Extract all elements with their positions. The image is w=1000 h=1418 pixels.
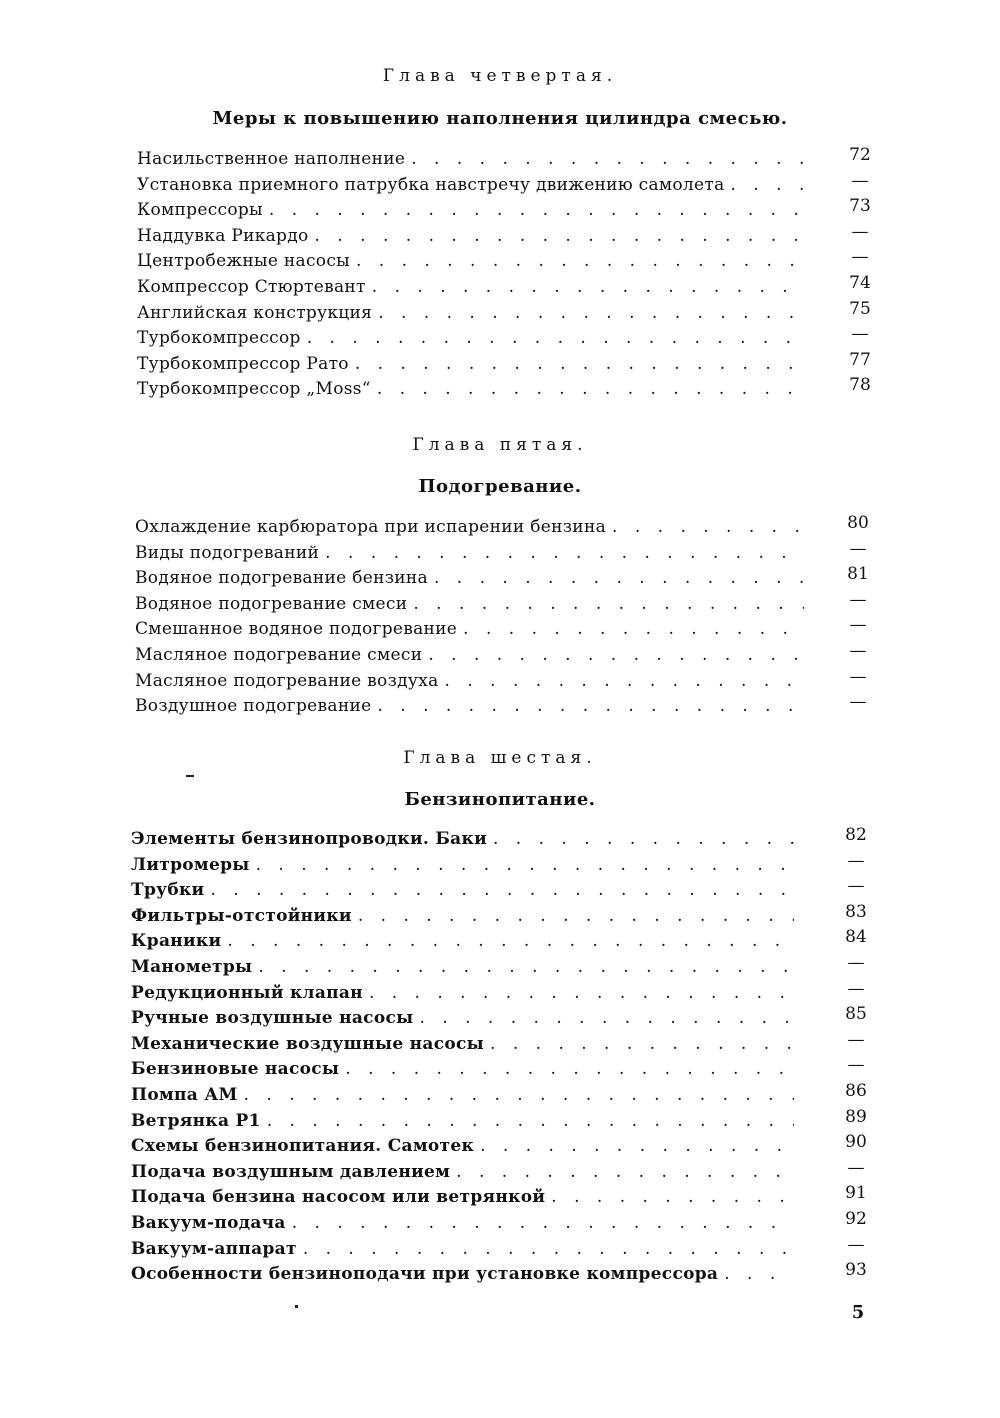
toc-entry-page: 91	[845, 1183, 867, 1204]
toc-entry-page: 90	[845, 1132, 867, 1153]
toc-row	[137, 328, 810, 354]
toc-entry-page: 81	[847, 564, 869, 585]
toc-entry-title: Турбокомпрессор „Moss“	[137, 379, 371, 400]
leader-dots	[258, 957, 794, 977]
toc-entry-title: Установка приемного патрубка навстречу движению самолета	[137, 174, 725, 195]
toc-entry-page: —	[847, 876, 865, 897]
toc-row	[131, 880, 800, 906]
leader-dots	[490, 1034, 794, 1054]
toc-row	[131, 1034, 800, 1060]
leader-dots	[356, 251, 804, 271]
toc-row	[131, 1059, 800, 1085]
toc-entry-page: 78	[849, 375, 871, 396]
toc-entry-title: Турбокомпрессор Рато	[137, 353, 349, 374]
chapter-4-title: Меры к повышению наполнения цилиндра смесью.	[212, 108, 788, 129]
leader-dots	[493, 829, 794, 849]
toc-entry-page: 92	[845, 1209, 867, 1229]
toc-entry-page: 77	[849, 349, 871, 370]
toc-row	[137, 200, 810, 226]
toc-entry-title: Вакуум-аппарат	[131, 1238, 297, 1259]
toc-row	[135, 696, 810, 722]
toc-entry-title: Редукционный клапан	[131, 982, 363, 1003]
leader-dots	[325, 543, 804, 563]
toc-entry-title: Особенности бензиноподачи при установке компрессора	[131, 1264, 719, 1285]
toc-entry-title: Масляное подогревание воздуха	[135, 670, 439, 691]
toc-entry-title: Наддувка Рикардо	[137, 225, 309, 246]
toc-row	[131, 1111, 800, 1137]
toc-entry-title: Насильственное наполнение	[137, 149, 406, 169]
toc-row	[131, 855, 800, 881]
toc-row	[131, 1162, 800, 1188]
toc-entry-title: Помпа АМ	[131, 1085, 238, 1105]
toc-entry-title: Смешанное водяное подогревание	[135, 619, 458, 640]
toc-row	[131, 1136, 800, 1162]
toc-entry-page: —	[849, 641, 867, 661]
leader-dots	[456, 1162, 794, 1182]
toc-entry-title: Масляное подогревание смеси	[135, 645, 423, 665]
leader-dots	[292, 1213, 794, 1233]
leader-dots	[303, 1239, 794, 1259]
toc-entry-page: —	[849, 538, 867, 559]
leader-dots	[315, 226, 804, 246]
toc-row	[135, 619, 810, 645]
leader-dots	[378, 303, 804, 323]
leader-dots	[358, 906, 794, 926]
toc-entry-page: 84	[845, 927, 867, 948]
toc-entry-title: Охлаждение карбюратора при испарении бензина	[135, 517, 607, 537]
toc-entry-page: —	[847, 1157, 865, 1178]
leader-dots	[428, 645, 804, 665]
toc-entry-page: 93	[845, 1260, 867, 1281]
toc-row	[137, 354, 810, 380]
leader-dots	[724, 1264, 794, 1284]
toc-entry-title: Ветрянка Р1	[131, 1110, 261, 1131]
toc-entry-page: —	[847, 1234, 865, 1255]
leader-dots	[445, 671, 804, 691]
leader-dots	[463, 619, 804, 639]
toc-entry-page: 74	[849, 273, 871, 293]
toc-row	[135, 543, 810, 569]
toc-entry-title: Механические воздушные насосы	[131, 1033, 485, 1054]
leader-dots	[269, 200, 804, 220]
leader-dots	[480, 1136, 794, 1156]
toc-row	[137, 149, 810, 175]
toc-row	[131, 1213, 800, 1239]
toc-entry-page: —	[847, 953, 865, 973]
toc-entry-page: —	[849, 589, 867, 610]
toc-row	[137, 175, 810, 201]
toc-entry-title: Водяное подогревание бензина	[135, 568, 428, 589]
toc-entry-page: 82	[845, 825, 867, 845]
toc-entry-title: Водяное подогревание смеси	[135, 593, 408, 614]
toc-entry-title: Воздушное подогревание	[135, 696, 372, 717]
leader-dots	[267, 1111, 794, 1131]
toc-entry-page: 86	[845, 1081, 867, 1101]
leader-dots	[307, 328, 804, 348]
toc-entry-page: 89	[845, 1106, 867, 1127]
toc-row	[135, 517, 810, 543]
toc-row	[137, 277, 810, 303]
toc-row	[137, 303, 810, 329]
print-smudge	[186, 775, 194, 777]
toc-row	[131, 906, 800, 932]
toc-row	[135, 594, 810, 620]
toc-entry-page: —	[847, 1029, 865, 1050]
toc-row	[137, 226, 810, 252]
leader-dots	[377, 379, 804, 399]
toc-entry-title: Компрессор Стюртевант	[137, 277, 366, 297]
toc-entry-page: —	[851, 324, 869, 345]
leader-dots	[210, 880, 794, 900]
leader-dots	[355, 354, 804, 374]
leader-dots	[434, 568, 804, 588]
toc-entry-page: 83	[845, 901, 867, 922]
chapter-6-title: Бензинопитание.	[404, 789, 596, 810]
print-smudge	[295, 1305, 298, 1308]
toc-entry-title: Манометры	[131, 957, 253, 977]
page-number: 5	[851, 1302, 865, 1323]
toc-entry-page: —	[851, 247, 869, 268]
leader-dots	[227, 931, 794, 951]
leader-dots	[345, 1059, 794, 1079]
toc-entry-title: Фильтры-отстойники	[131, 905, 352, 926]
toc-entry-title: Компрессоры	[137, 200, 263, 221]
toc-row	[131, 983, 800, 1009]
toc-row	[131, 1239, 800, 1265]
toc-row	[131, 957, 800, 983]
leader-dots	[731, 175, 804, 195]
toc-row	[137, 251, 810, 277]
toc-row	[131, 931, 800, 957]
toc-entry-page: 75	[849, 298, 871, 319]
toc-entry-page: —	[849, 692, 867, 713]
toc-row	[135, 645, 810, 671]
toc-entry-page: 73	[849, 196, 871, 217]
toc-row	[135, 568, 810, 594]
chapter-4-label: Глава четвертая.	[382, 66, 618, 86]
toc-entry-title: Подача воздушным давлением	[131, 1161, 451, 1182]
toc-entry-title: Литромеры	[131, 854, 250, 875]
toc-row	[131, 829, 800, 855]
toc-entry-title: Турбокомпрессор	[137, 328, 301, 349]
leader-dots	[411, 149, 804, 169]
toc-entry-title: Вакуум-подача	[131, 1213, 286, 1233]
leader-dots	[372, 277, 804, 297]
toc-entry-page: 85	[845, 1004, 867, 1025]
toc-entry-page: —	[851, 170, 869, 191]
toc-row	[135, 671, 810, 697]
toc-entry-page: —	[847, 978, 865, 999]
toc-row	[131, 1264, 800, 1290]
toc-entry-page: —	[847, 1055, 865, 1076]
toc-entry-title: Виды подогреваний	[135, 542, 320, 563]
leader-dots	[419, 1008, 794, 1028]
chapter-5-label: Глава пятая.	[412, 435, 588, 455]
toc-entry-page: —	[849, 666, 867, 687]
toc-entry-title: Трубки	[131, 880, 205, 901]
leader-dots	[244, 1085, 794, 1105]
toc-entry-page: —	[847, 850, 865, 871]
toc-entry-page: 80	[847, 513, 869, 533]
toc-row	[131, 1187, 800, 1213]
leader-dots	[413, 594, 804, 614]
toc-entry-page: —	[851, 221, 869, 242]
toc-entry-page: 72	[849, 145, 871, 165]
leader-dots	[612, 517, 804, 537]
toc-entry-page: —	[849, 615, 867, 636]
toc-entry-title: Подача бензина насосом или ветрянкой	[131, 1187, 546, 1208]
chapter-5-title: Подогревание.	[418, 476, 582, 497]
toc-entry-title: Бензиновые насосы	[131, 1059, 340, 1080]
leader-dots	[256, 855, 794, 875]
toc-entry-title: Ручные воздушные насосы	[131, 1008, 414, 1029]
leader-dots	[551, 1187, 794, 1207]
toc-entry-title: Центробежные насосы	[137, 251, 350, 272]
toc-entry-title: Элементы бензинопроводки. Баки	[131, 829, 487, 849]
toc-entry-title: Схемы бензинопитания. Самотек	[131, 1136, 475, 1157]
toc-row	[131, 1085, 800, 1111]
toc-entry-title: Краники	[131, 931, 222, 952]
leader-dots	[369, 983, 794, 1003]
leader-dots	[377, 696, 804, 716]
chapter-6-label: Глава шестая.	[403, 748, 597, 768]
toc-row	[137, 379, 810, 405]
toc-row	[131, 1008, 800, 1034]
toc-entry-title: Английская конструкция	[137, 302, 373, 323]
